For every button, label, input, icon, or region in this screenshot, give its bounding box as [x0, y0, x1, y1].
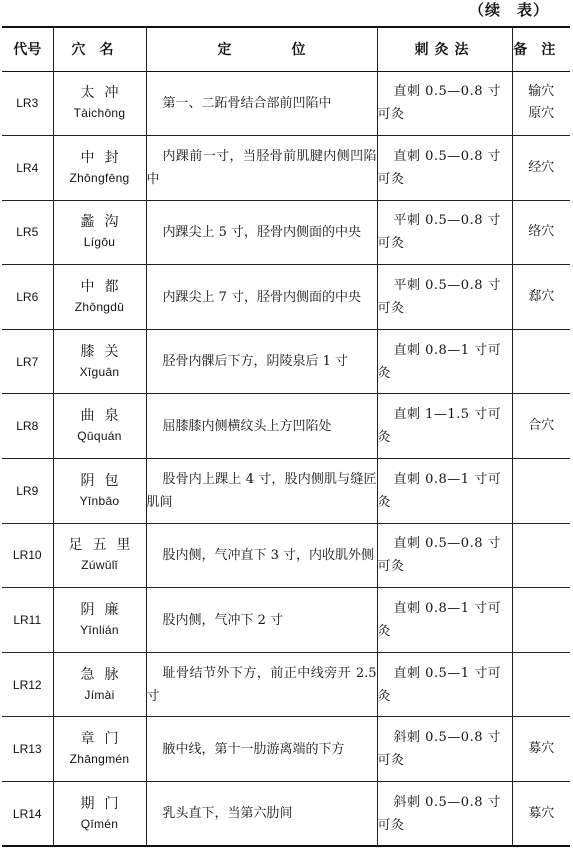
point-name-cell: [53, 717, 146, 782]
point-location: 乳头直下，当第六肋间: [146, 782, 377, 847]
point-code: LR4: [2, 136, 53, 201]
point-location: 股内侧，气冲下 2 寸: [146, 588, 377, 653]
point-code: LR5: [2, 200, 53, 265]
point-category: 募穴: [528, 805, 555, 821]
point-note: [512, 136, 570, 201]
point-name-pinyin: Xīguān: [79, 364, 120, 379]
point-name-cell: [53, 136, 146, 201]
point-note: [512, 71, 570, 136]
point-note: [512, 652, 570, 717]
point-note: [512, 588, 570, 653]
point-name-cell: [53, 71, 146, 136]
point-name-cell: [53, 588, 146, 653]
point-name-chinese: 急脉: [80, 666, 129, 683]
point-code: LR6: [2, 265, 53, 330]
needling-method: 直刺 0.5—1 寸可灸: [377, 652, 512, 717]
header-method: 刺灸法: [377, 27, 512, 71]
table-row: [2, 523, 570, 588]
point-name-pinyin: Qūquán: [77, 429, 122, 444]
point-category: 经穴: [528, 159, 555, 175]
point-name-cell: [53, 652, 146, 717]
header-location: 定位: [146, 27, 377, 71]
needling-method: 直刺 0.8—1 寸可灸: [377, 459, 512, 524]
point-code: LR11: [2, 588, 53, 653]
point-note: [512, 523, 570, 588]
point-note: [512, 717, 570, 782]
point-note: [512, 200, 570, 265]
point-code: LR9: [2, 459, 53, 524]
point-category: 郄穴: [528, 289, 555, 305]
point-name-pinyin: Zhōngdū: [74, 300, 125, 315]
point-name-chinese: 膝关: [80, 343, 129, 360]
point-name-cell: [53, 782, 146, 847]
acupoint-table: [2, 26, 570, 847]
needling-method: 直刺 0.5—0.8 寸 可灸: [377, 71, 512, 136]
point-category: 原穴: [528, 106, 555, 122]
point-name-chinese: 章门: [80, 731, 129, 748]
table-row: [2, 652, 570, 717]
point-name-chinese: 中都: [80, 279, 129, 296]
needling-method: 直刺 0.8—1 寸可灸: [377, 329, 512, 394]
header-row: [2, 27, 570, 71]
point-name-pinyin: Lígōu: [83, 235, 116, 250]
point-code: LR10: [2, 523, 53, 588]
point-name-cell: [53, 523, 146, 588]
header-name: 穴名: [53, 27, 146, 71]
table-row: [2, 329, 570, 394]
point-name-pinyin: Zúwǔlǐ: [81, 558, 118, 573]
table-row: [2, 136, 570, 201]
point-name-pinyin: Zhāngmén: [69, 752, 130, 767]
needling-method: 直刺 0.8—1 寸可灸: [377, 588, 512, 653]
point-code: LR12: [2, 652, 53, 717]
point-location: 内踝前一寸，当胫骨前肌腱内侧凹陷中: [146, 136, 377, 201]
needling-method: 直刺 1—1.5 寸可灸: [377, 394, 512, 459]
table-body: [2, 71, 570, 846]
point-name-pinyin: Qīmén: [80, 816, 119, 831]
point-note: [512, 265, 570, 330]
point-name-pinyin: Yīnlián: [80, 623, 119, 638]
needling-method: 平刺 0.5—0.8 寸 可灸: [377, 265, 512, 330]
point-category: 络穴: [528, 224, 555, 240]
needling-method: 直刺 0.5—0.8 寸 可灸: [377, 136, 512, 201]
point-location: 屈膝膝内侧横纹头上方凹陷处: [146, 394, 377, 459]
point-name-cell: [53, 459, 146, 524]
point-code: LR7: [2, 329, 53, 394]
table-row: [2, 265, 570, 330]
needling-method: 斜刺 0.5—0.8 寸 可灸: [377, 717, 512, 782]
point-name-cell: [53, 200, 146, 265]
point-name-pinyin: Jímài: [84, 687, 115, 702]
needling-method: 直刺 0.5—0.8 寸 可灸: [377, 523, 512, 588]
point-location: 胫骨内髁后下方，阴陵泉后 1 寸: [146, 329, 377, 394]
point-name-chinese: 曲泉: [80, 408, 129, 425]
table-row: [2, 588, 570, 653]
point-location: 腋中线，第十一肋游离端的下方: [146, 717, 377, 782]
point-name-chinese: 阴廉: [80, 602, 129, 619]
table-row: [2, 782, 570, 847]
point-name-cell: [53, 394, 146, 459]
point-location: 内踝尖上 7 寸，胫骨内侧面的中央: [146, 265, 377, 330]
point-name-pinyin: Yīnbāo: [79, 493, 120, 508]
point-name-chinese: 阴包: [80, 472, 129, 489]
point-code: LR3: [2, 71, 53, 136]
point-location: 耻骨结节外下方，前正中线旁开 2.5 寸: [146, 652, 377, 717]
point-name-chinese: 足五里: [68, 537, 141, 554]
point-name-chinese: 蠡沟: [80, 214, 129, 231]
point-name-chinese: 太冲: [80, 85, 129, 102]
table-row: [2, 459, 570, 524]
point-name-pinyin: Tàichōng: [73, 106, 126, 121]
point-location: 股骨内上踝上 4 寸，股内侧肌与缝匠肌间: [146, 459, 377, 524]
header-code: 代号: [2, 27, 53, 71]
point-location: 第一、二跖骨结合部前凹陷中: [146, 71, 377, 136]
header-note: 备注: [512, 27, 570, 71]
point-location: 内踝尖上 5 寸，胫骨内侧面的中央: [146, 200, 377, 265]
point-code: LR8: [2, 394, 53, 459]
point-note: [512, 782, 570, 847]
point-name-chinese: 中封: [80, 149, 129, 166]
table-row: [2, 394, 570, 459]
point-note: [512, 329, 570, 394]
needling-method: 平刺 0.5—0.8 寸 可灸: [377, 200, 512, 265]
point-name-cell: [53, 265, 146, 330]
point-category: 合穴: [528, 418, 555, 434]
continued-label: （续 表）: [468, 1, 549, 19]
point-name-cell: [53, 329, 146, 394]
table-row: [2, 717, 570, 782]
table-row: [2, 200, 570, 265]
point-code: LR14: [2, 782, 53, 847]
table-row: [2, 71, 570, 136]
needling-method: 斜刺 0.5—0.8 寸 可灸: [377, 782, 512, 847]
point-category: 输穴: [528, 84, 555, 100]
point-category: 募穴: [528, 741, 555, 757]
point-note: [512, 459, 570, 524]
point-name-chinese: 期门: [80, 795, 129, 812]
point-code: LR13: [2, 717, 53, 782]
point-note: [512, 394, 570, 459]
point-location: 股内侧，气冲直下 3 寸，内收肌外侧: [146, 523, 377, 588]
point-name-pinyin: Zhōngfēng: [69, 170, 130, 185]
